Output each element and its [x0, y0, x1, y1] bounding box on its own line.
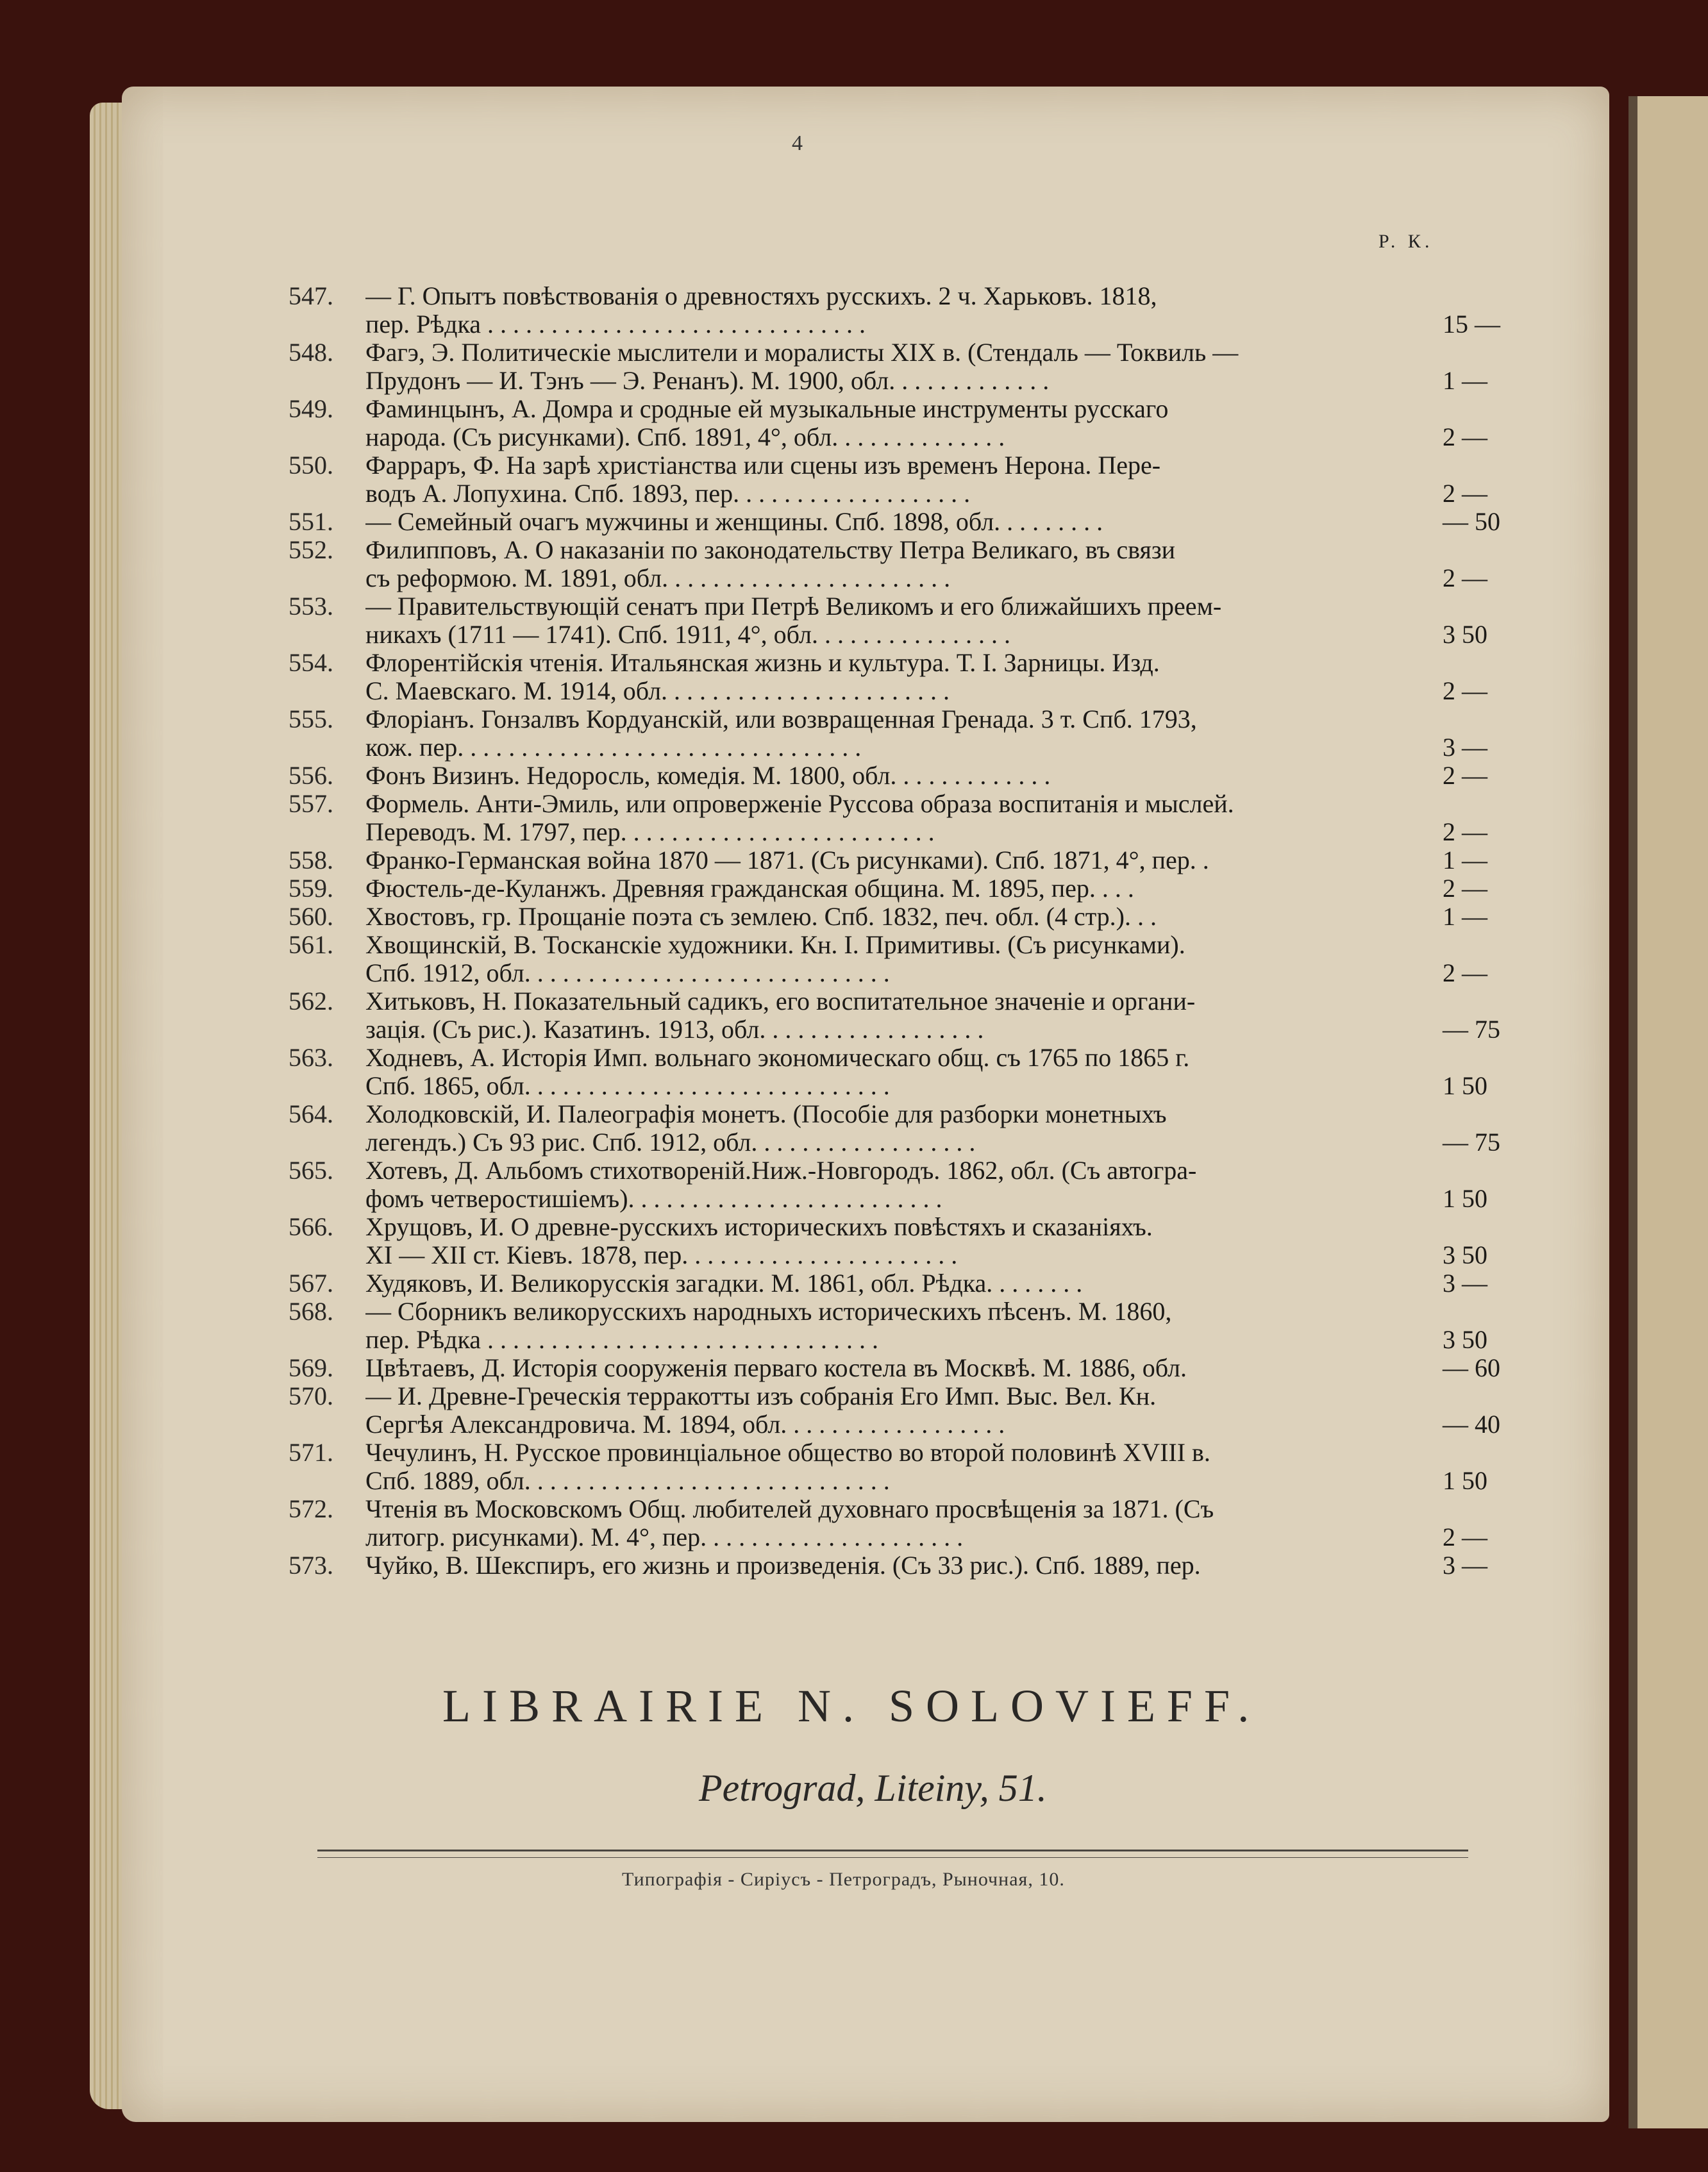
entry-line: Фарраръ, Ф. На зарѣ христіанства или сцены изъ временъ Нерона. Пере- — [365, 451, 1161, 480]
entry-text — [365, 592, 1430, 649]
catalog-entry — [289, 1495, 1571, 1551]
entry-text — [365, 1157, 1430, 1213]
entry-line: Хвостовъ, гр. Прощаніе поэта съ землею. Спб. 1832, печ. обл. (4 стр.). . . — [365, 903, 1157, 931]
entry-line: — Семейный очагъ мужчины и женщины. Спб. 1898, обл. . . . . . . . . — [365, 508, 1103, 536]
price-column-header: Р. К. — [1378, 231, 1434, 252]
entry-price — [1430, 903, 1584, 931]
entry-text — [365, 1551, 1430, 1580]
entry-number: 568. — [289, 1297, 333, 1326]
entry-number: 562. — [289, 987, 333, 1015]
printer-imprint: Типографія - Сиріусъ - Петроградъ, Рыночная, 10. — [622, 1869, 1065, 1890]
entry-line: Чтенія въ Московскомъ Общ. любителей духовнаго просвѣщенія за 1871. (Съ — [365, 1495, 1214, 1523]
entry-price — [1430, 1269, 1584, 1298]
adjacent-page — [1628, 96, 1708, 2128]
entry-price — [1430, 1495, 1584, 1551]
entry-number: 547. — [289, 281, 333, 310]
entry-line: Фаминцынъ, А. Домра и сродные ей музыкальные инструменты русскаго — [365, 395, 1169, 423]
price-value: — 75 — [1443, 1015, 1500, 1044]
entry-line: Спб. 1865, обл. . . . . . . . . . . . . . . . . . . . . . . . . . . . . — [365, 1072, 890, 1100]
catalog-entry — [289, 1298, 1571, 1354]
entry-text — [365, 874, 1430, 903]
entry-price — [1430, 592, 1584, 649]
catalog-entry — [289, 1354, 1571, 1382]
catalog-entry — [289, 790, 1571, 846]
entry-price — [1430, 536, 1584, 592]
catalog-entry — [289, 987, 1571, 1044]
entry-line: Фагэ, Э. Политическіе мыслители и моралисты XIX в. (Стендаль — Токвиль — — [365, 338, 1239, 367]
entry-number: 564. — [289, 1099, 333, 1128]
entry-price — [1430, 1157, 1584, 1213]
entry-line: Хрущовъ, И. О древне-русскихъ историческихъ повѣстяхъ и сказаніяхъ. — [365, 1213, 1153, 1241]
entry-line: народа. (Съ рисунками). Спб. 1891, 4°, обл. . . . . . . . . . . . . . — [365, 423, 1005, 451]
catalog-entry — [289, 1551, 1571, 1580]
entry-number: 556. — [289, 761, 333, 790]
price-value: 1 — — [1443, 902, 1487, 931]
entry-number: 553. — [289, 592, 333, 621]
entry-number: 566. — [289, 1212, 333, 1241]
entry-price — [1430, 1213, 1584, 1269]
entry-text — [365, 790, 1430, 846]
catalog-entry — [289, 508, 1571, 536]
price-value: 1 50 — [1443, 1466, 1487, 1495]
entry-text — [365, 451, 1430, 508]
entry-price — [1430, 705, 1584, 762]
entry-text — [365, 395, 1430, 451]
entry-line: XI — XII ст. Кіевъ. 1878, пер. . . . . . . . . . . . . . . . . . . . . . — [365, 1241, 958, 1269]
entry-text — [365, 536, 1430, 592]
entry-text — [365, 1044, 1430, 1100]
entry-line: кож. пер. . . . . . . . . . . . . . . . . . . . . . . . . . . . . . . . — [365, 733, 862, 762]
price-value: 3 — — [1443, 1269, 1487, 1298]
price-value: — 75 — [1443, 1128, 1500, 1157]
entry-price — [1430, 874, 1584, 903]
entry-text — [365, 705, 1430, 762]
entry-number: 549. — [289, 394, 333, 423]
entry-text — [365, 987, 1430, 1044]
entry-price — [1430, 508, 1584, 536]
entry-number: 560. — [289, 902, 333, 931]
price-value: 2 — — [1443, 874, 1487, 903]
catalog-entry — [289, 282, 1571, 338]
catalog-entry — [289, 705, 1571, 762]
catalog-entry — [289, 1100, 1571, 1157]
catalog-entries — [289, 282, 1571, 1580]
price-value: 3 50 — [1443, 1241, 1487, 1269]
price-value: 2 — — [1443, 422, 1487, 451]
catalog-entry — [289, 649, 1571, 705]
entry-number: 550. — [289, 451, 333, 480]
catalog-entry — [289, 592, 1571, 649]
page-mark: 4 — [792, 131, 803, 155]
entry-line: Филипповъ, А. О наказаніи по законодательству Петра Великаго, въ связи — [365, 536, 1176, 564]
catalog-entry — [289, 931, 1571, 987]
entry-text — [365, 846, 1430, 874]
entry-price — [1430, 1298, 1584, 1354]
entry-line: Фюстель-де-Куланжъ. Древняя гражданская община. М. 1895, пер. . . . — [365, 874, 1134, 903]
librairie-address: Petrograd, Liteiny, 51. — [699, 1767, 1047, 1809]
entry-price — [1430, 649, 1584, 705]
entry-price — [1430, 846, 1584, 874]
entry-line: Флорентійскія чтенія. Итальянская жизнь и культура. Т. I. Зарницы. Изд. — [365, 649, 1160, 677]
entry-price — [1430, 1354, 1584, 1382]
entry-text — [365, 931, 1430, 987]
librairie-title: LIBRAIRIE N. SOLOVIEFF. — [442, 1680, 1261, 1732]
entry-line: литогр. рисунками). М. 4°, пер. . . . . . . . . . . . . . . . . . . . . — [365, 1523, 964, 1551]
entry-text — [365, 1495, 1430, 1551]
entry-text — [365, 1382, 1430, 1439]
catalog-entry — [289, 762, 1571, 790]
catalog-entry — [289, 338, 1571, 395]
entry-text — [365, 1439, 1430, 1495]
entry-price — [1430, 1044, 1584, 1100]
entry-number: 572. — [289, 1494, 333, 1523]
entry-price — [1430, 762, 1584, 790]
entry-price — [1430, 338, 1584, 395]
entry-line: Чуйко, В. Шекспиръ, его жизнь и произведенія. (Съ 33 рис.). Спб. 1889, пер. — [365, 1551, 1201, 1580]
entry-line: Переводъ. М. 1797, пер. . . . . . . . . . . . . . . . . . . . . . . . . — [365, 818, 935, 846]
price-value: 1 — — [1443, 366, 1487, 395]
entry-number: 555. — [289, 705, 333, 733]
catalog-entry — [289, 874, 1571, 903]
price-value: — 60 — [1443, 1353, 1500, 1382]
entry-line: пер. Рѣдка . . . . . . . . . . . . . . . . . . . . . . . . . . . . . . . — [365, 1326, 879, 1354]
footer-rule-bottom — [317, 1857, 1468, 1858]
catalog-entry — [289, 1439, 1571, 1495]
footer-rule-top — [317, 1850, 1468, 1851]
entry-line: водъ А. Лопухина. Спб. 1893, пер. . . . . . . . . . . . . . . . . . . — [365, 480, 971, 508]
entry-line: С. Маевскаго. М. 1914, обл. . . . . . . . . . . . . . . . . . . . . . . — [365, 677, 950, 705]
entry-text — [365, 1298, 1430, 1354]
entry-line: съ реформою. М. 1891, обл. . . . . . . . . . . . . . . . . . . . . . . — [365, 564, 951, 592]
entry-number: 558. — [289, 846, 333, 874]
entry-line: — И. Древне-Греческія терракотты изъ собранія Его Имп. Выс. Вел. Кн. — [365, 1382, 1157, 1410]
entry-text — [365, 649, 1430, 705]
entry-line: Фонъ Визинъ. Недоросль, комедія. М. 1800, обл. . . . . . . . . . . . . — [365, 762, 1051, 790]
price-value: — 50 — [1443, 507, 1500, 536]
entry-price — [1430, 282, 1584, 338]
catalog-entry — [289, 1269, 1571, 1298]
catalog-entry — [289, 903, 1571, 931]
entry-line: легендъ.) Съ 93 рис. Спб. 1912, обл. . . . . . . . . . . . . . . . . . — [365, 1128, 976, 1157]
price-value: 15 — — [1443, 310, 1500, 338]
entry-line: пер. Рѣдка . . . . . . . . . . . . . . . . . . . . . . . . . . . . . . — [365, 310, 866, 338]
entry-text — [365, 338, 1430, 395]
entry-number: 561. — [289, 930, 333, 959]
entry-price — [1430, 1382, 1584, 1439]
entry-text — [365, 762, 1430, 790]
entry-number: 571. — [289, 1438, 333, 1467]
entry-line: — Сборникъ великорусскихъ народныхъ историческихъ пѣсенъ. М. 1860, — [365, 1298, 1172, 1326]
entry-line: Формель. Анти-Эмиль, или опроверженіе Руссова образа воспитанія и мыслей. — [365, 790, 1234, 818]
entry-number: 573. — [289, 1551, 333, 1580]
entry-text — [365, 903, 1430, 931]
price-value: 1 — — [1443, 846, 1487, 874]
entry-line: Флоріанъ. Гонзалвъ Кордуанскій, или возвращенная Гренада. 3 т. Спб. 1793, — [365, 705, 1197, 733]
entry-price — [1430, 1100, 1584, 1157]
entry-line: Цвѣтаевъ, Д. Исторія сооруженія перваго костела въ Москвѣ. М. 1886, обл. — [365, 1354, 1187, 1382]
price-value: 2 — — [1443, 817, 1487, 846]
entry-text — [365, 1100, 1430, 1157]
entry-line: Ходневъ, А. Исторія Имп. вольнаго экономическаго общ. съ 1765 по 1865 г. — [365, 1044, 1190, 1072]
price-value: 2 — — [1443, 761, 1487, 790]
catalog-entry — [289, 1213, 1571, 1269]
entry-line: Чечулинъ, Н. Русское провинціальное общество во второй половинѣ XVIII в. — [365, 1439, 1210, 1467]
entry-line: Хвощинскій, В. Тосканскіе художники. Кн. I. Примитивы. (Съ рисунками). — [365, 931, 1185, 959]
entry-number: 569. — [289, 1353, 333, 1382]
catalog-entry — [289, 1382, 1571, 1439]
entry-line: Прудонъ — И. Тэнъ — Э. Ренанъ). М. 1900, обл. . . . . . . . . . . . . — [365, 367, 1050, 395]
price-value: 3 — — [1443, 733, 1487, 762]
entry-price — [1430, 987, 1584, 1044]
price-value: 2 — — [1443, 958, 1487, 987]
entry-line: никахъ (1711 — 1741). Спб. 1911, 4°, обл. . . . . . . . . . . . . . . . — [365, 621, 1010, 649]
entry-line: Хотевъ, Д. Альбомъ стихотвореній.Ниж.-Новгородъ. 1862, обл. (Съ автогра- — [365, 1157, 1197, 1185]
entry-text — [365, 508, 1430, 536]
entry-number: 565. — [289, 1156, 333, 1185]
entry-line: зація. (Съ рис.). Казатинъ. 1913, обл. . . . . . . . . . . . . . . . . . — [365, 1015, 984, 1044]
entry-line: Франко-Германская война 1870 — 1871. (Съ рисунками). Спб. 1871, 4°, пер. . — [365, 846, 1209, 874]
entry-line: Холодковскій, И. Палеографія монетъ. (Пособіе для разборки монетныхъ — [365, 1100, 1167, 1128]
catalog-entry — [289, 1157, 1571, 1213]
entry-number: 563. — [289, 1043, 333, 1072]
entry-text — [365, 1354, 1430, 1382]
entry-number: 552. — [289, 535, 333, 564]
entry-line: Спб. 1912, обл. . . . . . . . . . . . . . . . . . . . . . . . . . . . . — [365, 959, 890, 987]
entry-line: Сергѣя Александровича. М. 1894, обл. . . . . . . . . . . . . . . . . . — [365, 1410, 1005, 1439]
entry-line: — Г. Опытъ повѣствованія о древностяхъ русскихъ. 2 ч. Харьковъ. 1818, — [365, 282, 1157, 310]
entry-price — [1430, 790, 1584, 846]
price-value: 1 50 — [1443, 1184, 1487, 1213]
entry-number: 551. — [289, 507, 333, 536]
catalog-entry — [289, 451, 1571, 508]
entry-line: Хитьковъ, Н. Показательный садикъ, его воспитательное значеніе и органи- — [365, 987, 1196, 1015]
entry-number: 567. — [289, 1269, 333, 1298]
entry-price — [1430, 395, 1584, 451]
price-value: 2 — — [1443, 676, 1487, 705]
price-value: 1 50 — [1443, 1071, 1487, 1100]
entry-price — [1430, 1551, 1584, 1580]
entry-price — [1430, 451, 1584, 508]
entry-line: фомъ четверостишіемъ). . . . . . . . . . . . . . . . . . . . . . . . . — [365, 1185, 942, 1213]
price-value: 3 — — [1443, 1551, 1487, 1580]
catalog-entry — [289, 536, 1571, 592]
entry-line: Спб. 1889, обл. . . . . . . . . . . . . . . . . . . . . . . . . . . . . — [365, 1467, 890, 1495]
price-value: 2 — — [1443, 1523, 1487, 1551]
entry-text — [365, 282, 1430, 338]
entry-number: 557. — [289, 789, 333, 818]
entry-number: 554. — [289, 648, 333, 677]
catalog-entry — [289, 846, 1571, 874]
entry-line: — Правительствующій сенатъ при Петрѣ Великомъ и его ближайшихъ преем- — [365, 592, 1222, 621]
entry-number: 559. — [289, 874, 333, 903]
catalog-entry — [289, 395, 1571, 451]
entry-number: 570. — [289, 1382, 333, 1410]
entry-price — [1430, 931, 1584, 987]
entry-text — [365, 1213, 1430, 1269]
price-value: 3 50 — [1443, 1325, 1487, 1354]
entry-text — [365, 1269, 1430, 1298]
price-value: — 40 — [1443, 1410, 1500, 1439]
price-value: 3 50 — [1443, 620, 1487, 649]
price-value: 2 — — [1443, 479, 1487, 508]
entry-number: 548. — [289, 338, 333, 367]
entry-price — [1430, 1439, 1584, 1495]
entry-line: Худяковъ, И. Великорусскія загадки. М. 1861, обл. Рѣдка. . . . . . . . — [365, 1269, 1083, 1298]
price-value: 2 — — [1443, 564, 1487, 592]
catalog-entry — [289, 1044, 1571, 1100]
